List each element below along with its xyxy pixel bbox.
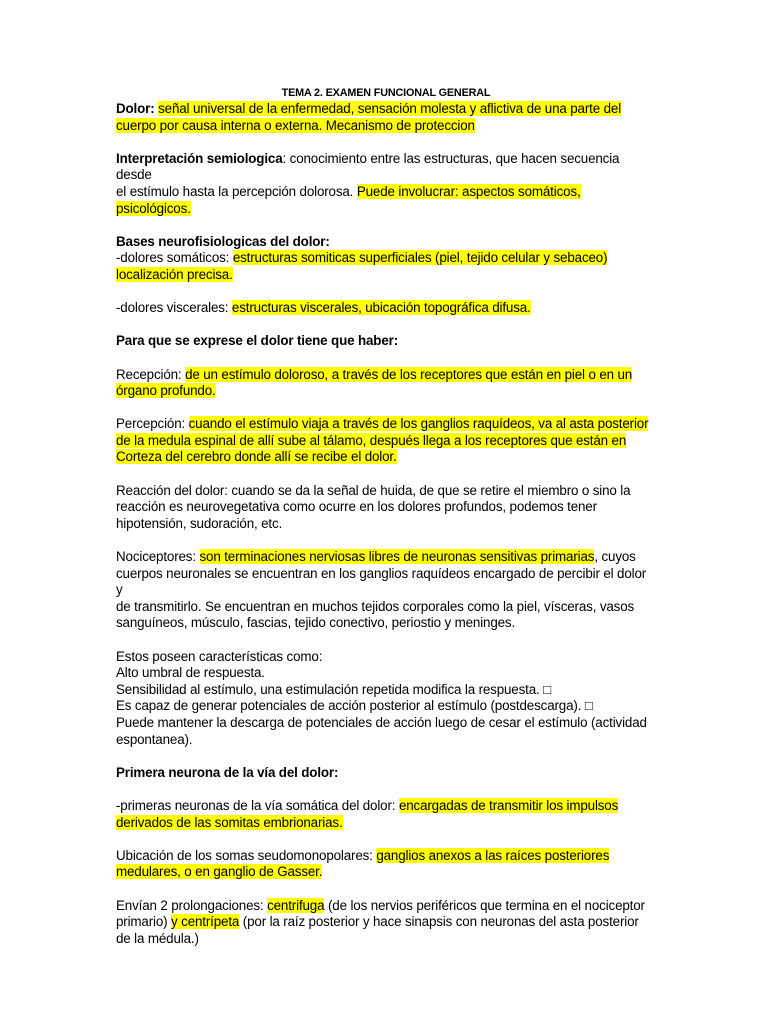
text: Envían 2 prolongaciones: bbox=[116, 897, 268, 913]
text: Ubicación de los somas seudomonopolares: bbox=[116, 847, 377, 863]
text: -primeras neuronas de la vía somática del dolor: bbox=[116, 797, 399, 813]
highlight: Corteza del cerebro donde allí se recibe el dolor. bbox=[116, 449, 397, 465]
percepcion-paragraph bbox=[116, 416, 656, 466]
text: Percepción: bbox=[116, 416, 189, 432]
text: Puede mantener la descarga de potenciales de acción luego de cesar el estímulo (actividad bbox=[116, 714, 647, 730]
reaccion-paragraph bbox=[116, 483, 656, 533]
interpretacion-label: Interpretación semiologica bbox=[116, 150, 283, 166]
text: Nociceptores: bbox=[116, 549, 200, 565]
text: Alto umbral de respuesta. bbox=[116, 665, 265, 681]
text: -dolores viscerales: bbox=[116, 300, 232, 316]
text: hipotensión, sudoración, etc. bbox=[116, 515, 283, 531]
text: , cuyos bbox=[594, 549, 636, 565]
highlight: de la medula espinal de allí sube al tálamo, después llega a los receptores que están en bbox=[116, 432, 627, 448]
text: Reacción del dolor: cuando se da la señal de huida, de que se retire el miembro o sino la bbox=[116, 482, 631, 498]
highlight: señal universal de la enfermedad, sensación molesta y aflictiva de una parte del bbox=[158, 101, 622, 116]
text: : conocimiento entre las estructuras, que hacen secuencia desde bbox=[116, 150, 620, 183]
heading-text: Para que se exprese el dolor tiene que haber: bbox=[116, 333, 398, 349]
prolongaciones-paragraph bbox=[116, 898, 656, 948]
highlight: y centrípeta bbox=[171, 914, 240, 930]
highlight: cuerpo por causa interna o externa. Mecanismo de proteccion bbox=[116, 117, 475, 133]
highlight: cuando el estímulo viaja a través de los ganglios raquídeos, va al asta posterior bbox=[188, 416, 649, 432]
para-que-heading bbox=[116, 333, 656, 350]
somaticos-paragraph bbox=[116, 250, 656, 283]
highlight: centrifuga bbox=[267, 897, 325, 913]
text: Sensibilidad al estímulo, una estimulación repetida modifica la respuesta. □ bbox=[116, 681, 552, 697]
heading-text: Bases neurofisiologicas del dolor: bbox=[116, 233, 330, 249]
text: el estímulo hasta la percepción dolorosa. bbox=[116, 183, 357, 199]
highlight: órgano profundo. bbox=[116, 383, 216, 399]
caracteristicas-paragraph bbox=[116, 649, 656, 749]
text: -dolores somáticos: bbox=[116, 250, 233, 266]
dolor-paragraph bbox=[116, 101, 656, 134]
dolor-label: Dolor: bbox=[116, 101, 155, 116]
text: espontanea). bbox=[116, 731, 193, 747]
text: de la médula.) bbox=[116, 930, 199, 946]
text: de transmitirlo. Se encuentran en muchos tejidos corporales como la piel, vísceras, vasos bbox=[116, 598, 635, 614]
primera-neurona-heading bbox=[116, 765, 656, 782]
text: cuerpos neuronales se encuentran en los ganglios raquídeos encargado de percibir el dolor y bbox=[116, 565, 647, 598]
interpretacion-paragraph bbox=[116, 151, 656, 217]
highlight: estructuras viscerales, ubicación topográfica difusa. bbox=[231, 300, 531, 316]
text: sanguíneos, músculo, fascias, tejido conectivo, periostio y meninges. bbox=[116, 615, 516, 631]
recepcion-paragraph bbox=[116, 367, 656, 400]
highlight: estructuras somiticas superficiales (piel, tejido celular y sebaceo) bbox=[232, 250, 608, 266]
highlight: medulares, o en ganglio de Gasser. bbox=[116, 864, 323, 880]
highlight: encargadas de transmitir los impulsos bbox=[398, 797, 619, 813]
highlight: de un estímulo doloroso, a través de los receptores que están en piel o en un bbox=[185, 366, 633, 382]
document-body bbox=[116, 86, 656, 947]
text: (de los nervios periféricos que termina en el nociceptor bbox=[324, 897, 645, 913]
highlight: ganglios anexos a las raíces posteriores bbox=[376, 847, 610, 863]
highlight: derivados de las somitas embrionarias. bbox=[116, 814, 343, 830]
highlight: localización precisa. bbox=[116, 266, 233, 282]
document-title: TEMA 2. EXAMEN FUNCIONAL GENERAL bbox=[281, 87, 491, 99]
text: reacción es neurovegetativa como ocurre en los dolores profundos, podemos tener bbox=[116, 499, 597, 515]
text: (por la raíz posterior y hace sinapsis con neuronas del asta posterior bbox=[239, 914, 639, 930]
viscerales-paragraph bbox=[116, 300, 656, 317]
bases-heading bbox=[116, 234, 656, 251]
text: Recepción: bbox=[116, 366, 186, 382]
highlight: son terminaciones nerviosas libres de neuronas sensitivas primarias bbox=[199, 549, 595, 565]
text: Es capaz de generar potenciales de acción posterior al estímulo (postdescarga). □ bbox=[116, 698, 593, 714]
heading-text: Primera neurona de la vía del dolor: bbox=[116, 764, 339, 780]
text: primario) bbox=[116, 914, 172, 930]
highlight: Puede involucrar: aspectos somáticos, psicológicos. bbox=[116, 183, 581, 216]
nociceptores-paragraph bbox=[116, 549, 656, 632]
text: Estos poseen características como: bbox=[116, 648, 323, 664]
ubicacion-paragraph bbox=[116, 848, 656, 881]
primeras-neuronas-paragraph bbox=[116, 798, 656, 831]
